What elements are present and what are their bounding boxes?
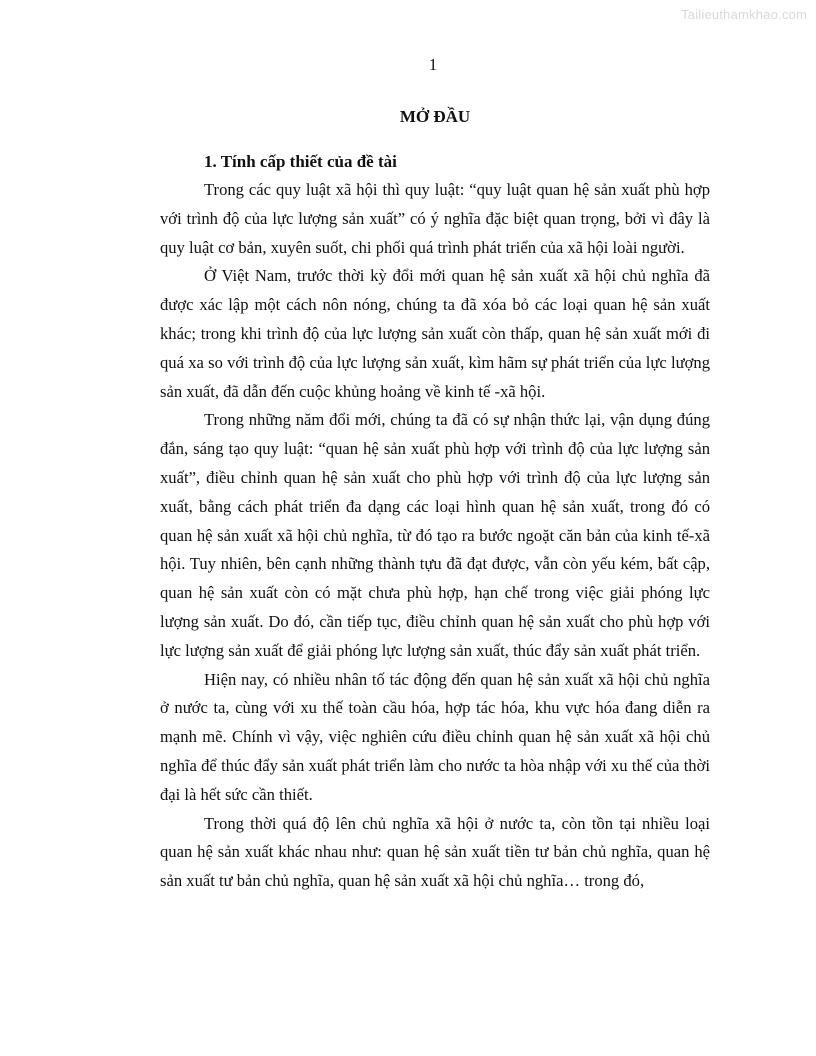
section-title: MỞ ĐẦU: [399, 107, 471, 126]
paragraph: Trong các quy luật xã hội thì quy luật: “quy luật quan hệ sản xuất phù hợp với trình độ của lực lượng sản xuất” có ý nghĩa đặc biệt quan trọng, bởi vì đây là quy luật cơ bản, xuyên suốt, chi phối quá trình phát triển của xã hội loài người.: [160, 180, 710, 257]
sub-heading: 1. Tính cấp thiết của đề tài: [204, 152, 397, 171]
paragraph: Trong thời quá độ lên chủ nghĩa xã hội ở nước ta, còn tồn tại nhiều loại quan hệ sản xuất khác nhau như: quan hệ sản xuất tiền tư bản chủ nghĩa, quan hệ sản xuất tư bản chủ nghĩa, quan hệ sản xuất xã hội chủ nghĩa… trong đó,: [160, 813, 710, 891]
page-number: 1: [428, 55, 438, 74]
watermark: Tailieuthamkhao.com: [681, 7, 807, 22]
paragraph: Trong những năm đổi mới, chúng ta đã có sự nhận thức lại, vận dụng đúng đắn, sáng tạo quy luật: “quan hệ sản xuất phù hợp với trình độ của lực lượng sản xuất”, điều chỉnh quan hệ sản xuất cho phù hợp với trình độ của lực lượng sản xuất, bằng cách phát triển đa dạng các loại hình quan hệ sản xuất, trong đó có quan hệ sản xuất xã hội chủ nghĩa, từ đó tạo ra bước ngoặt căn bản của kinh tế-xã hội. Tuy nhiên, bên cạnh những thành tựu đã đạt được, vẫn còn yếu kém, bất cập, quan hệ sản xuất còn có mặt chưa phù hợp, hạn chế trong việc giải phóng lực lượng sản xuất. Do đó, cần tiếp tục, điều chỉnh quan hệ sản xuất cho phù hợp với lực lượng sản xuất để giải phóng lực lượng sản xuất, thúc đẩy sản xuất phát triển.: [160, 410, 710, 660]
paragraph: Ở Việt Nam, trước thời kỳ đổi mới quan hệ sản xuất xã hội chủ nghĩa đã được xác lập một cách nôn nóng, chúng ta đã xóa bỏ các loại quan hệ sản xuất khác; trong khi trình độ của lực lượng sản xuất còn thấp, quan hệ sản xuất mới đi quá xa so với trình độ của lực lượng sản xuất, kìm hãm sự phát triển của lực lượng sản xuất, đã dẫn đến cuộc khủng hoảng về kinh tế -xã hội.: [160, 266, 710, 401]
paragraph: Hiện nay, có nhiều nhân tố tác động đến quan hệ sản xuất xã hội chủ nghĩa ở nước ta, cùng với xu thế toàn cầu hóa, hợp tác hóa, khu vực hóa đang diễn ra mạnh mẽ. Chính vì vậy, việc nghiên cứu điều chỉnh quan hệ sản xuất xã hội chủ nghĩa để thúc đẩy sản xuất phát triển làm cho nước ta hòa nhập với xu thế của thời đại là hết sức cần thiết.: [160, 669, 710, 804]
document-body: [160, 106, 710, 896]
